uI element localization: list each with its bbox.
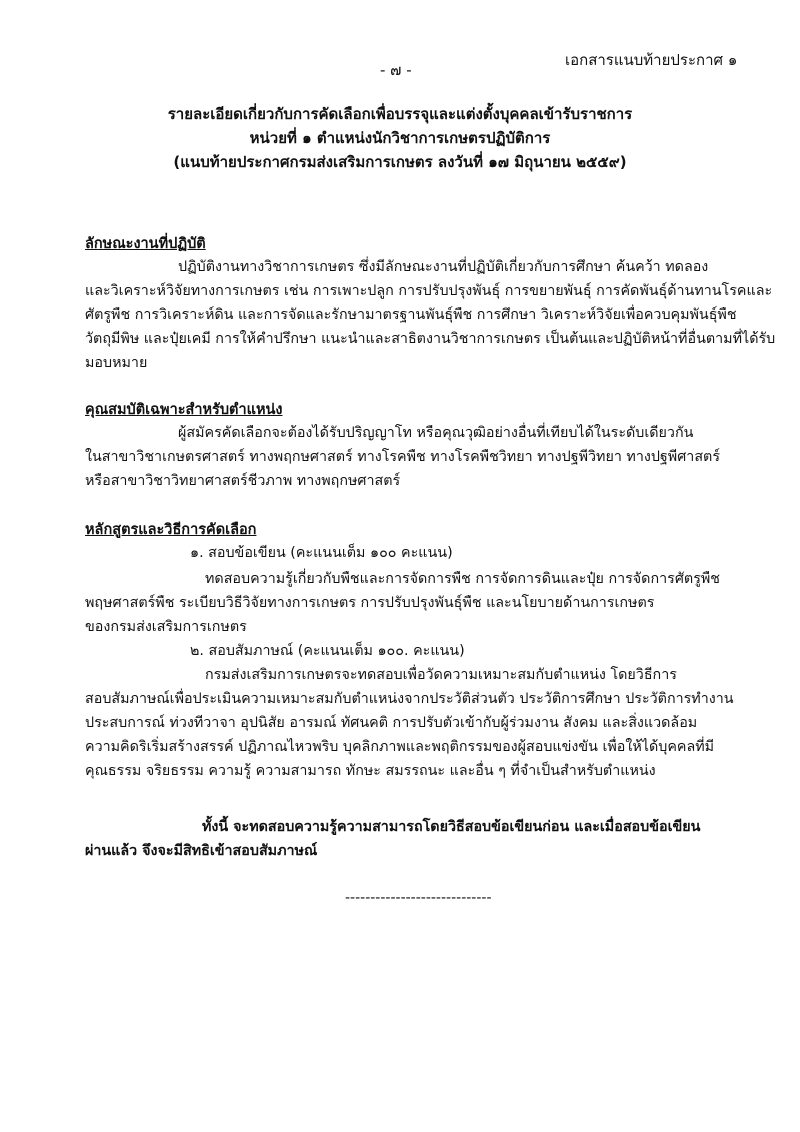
interview-line: กรมส่งเสริมการเกษตรจะทดสอบเพื่อวัดความเหมาะสมกับตำแหน่ง โดยวิธีการ xyxy=(205,667,677,683)
interview-line: ความคิดริเริ่มสร้างสรรค์ ปฏิภาณไหวพริบ บุคลิกภาพและพฤติกรรมของผู้สอบแข่งขัน เพื่อให้ได้บุคคลที่มี xyxy=(85,739,715,755)
qualifications-line: หรือสาขาวิชาวิทยาศาสตร์ชีวภาพ ทางพฤกษศาสตร์ xyxy=(85,473,401,489)
document-reference: เอกสารแนบท้ายประกาศ ๑ xyxy=(565,51,738,69)
duties-line: มอบหมาย xyxy=(85,355,148,371)
qualifications-line: ในสาขาวิชาเกษตรศาสตร์ ทางพฤกษศาสตร์ ทางโรคพืช ทางโรคพืชวิทยา ทางปฐพีวิทยา ทางปฐพีศาสตร์ xyxy=(85,449,721,465)
closing-line: ผ่านแล้ว จึงจะมีสิทธิเข้าสอบสัมภาษณ์ xyxy=(85,843,318,859)
page-number: - ๗ - xyxy=(380,61,412,79)
duties-heading: ลักษณะงานที่ปฏิบัติ xyxy=(85,236,206,252)
duties-line: ปฏิบัติงานทางวิชาการเกษตร ซึ่งมีลักษณะงานที่ปฏิบัติเกี่ยวกับการศึกษา ค้นคว้า ทดลอง xyxy=(178,259,709,275)
interview-line: ประสบการณ์ ท่วงทีวาจา อุปนิสัย อารมณ์ ทัศนคติ การปรับตัวเข้ากับผู้ร่วมงาน สังคม และสิ่งแวดล้อม xyxy=(85,715,698,731)
written-exam-title: ๑. สอบข้อเขียน (คะแนนเต็ม ๑๐๐ คะแนน) xyxy=(190,545,453,561)
duties-line: วัตถุมีพิษ และปุ๋ยเคมี การให้คำปรึกษา แนะนำและสาธิตงานวิชาการเกษตร เป็นต้นและปฏิบัติหน้าที่อื่นตามที่ได้รับ xyxy=(85,331,776,347)
selection-heading: หลักสูตรและวิธีการคัดเลือก xyxy=(85,522,257,538)
duties-line: ศัตรูพืช การวิเคราะห์ดิน และการจัดและรักษามาตรฐานพันธุ์พืช การศึกษา วิเคราะห์วิจัยเพื่อควบคุมพันธุ์พืช xyxy=(85,307,737,323)
title-line-3: (แนบท้ายประกาศกรมส่งเสริมการเกษตร ลงวันที่ ๑๗ มิถุนายน ๒๕๕๙) xyxy=(173,153,627,171)
interview-line: คุณธรรม จริยธรรม ความรู้ ความสามารถ ทักษะ สมรรถนะ และอื่น ๆ ที่จำเป็นสำหรับตำแหน่ง xyxy=(85,763,656,779)
written-exam-line: ของกรมส่งเสริมการเกษตร xyxy=(85,619,247,635)
interview-title: ๒. สอบสัมภาษณ์ (คะแนนเต็ม ๑๐๐. คะแนน) xyxy=(190,643,465,659)
interview-line: สอบสัมภาษณ์เพื่อประเมินความเหมาะสมกับตำแหน่งจากประวัติส่วนตัว ประวัติการศึกษา ประวัติการทำงาน xyxy=(85,691,734,707)
closing-line: ทั้งนี้ จะทดสอบความรู้ความสามารถโดยวิธีสอบข้อเขียนก่อน และเมื่อสอบข้อเขียน xyxy=(202,819,701,835)
title-line-2: หน่วยที่ ๑ ตำแหน่งนักวิชาการเกษตรปฏิบัติการ xyxy=(249,129,551,147)
title-line-1: รายละเอียดเกี่ยวกับการคัดเลือกเพื่อบรรจุและแต่งตั้งบุคคลเข้ารับราชการ xyxy=(167,105,633,123)
duties-line: และวิเคราะห์วิจัยทางการเกษตร เช่น การเพาะปลูก การปรับปรุงพันธุ์ การขยายพันธุ์ การคัดพันธุ์ด้านทานโรคและ xyxy=(85,283,773,299)
qualifications-line: ผู้สมัครคัดเลือกจะต้องได้รับปริญญาโท หรือคุณวุฒิอย่างอื่นที่เทียบได้ในระดับเดียวกัน xyxy=(178,425,694,441)
qualifications-heading: คุณสมบัติเฉพาะสำหรับตำแหน่ง xyxy=(85,402,283,418)
end-separator: ----------------------------- xyxy=(345,890,492,906)
written-exam-line: พฤษศาสตร์พืช ระเบียบวิธีวิจัยทางการเกษตร การปรับปรุงพันธุ์พืช และนโยบายด้านการเกษตร xyxy=(85,595,655,611)
written-exam-line: ทดสอบความรู้เกี่ยวกับพืชและการจัดการพืช การจัดการดินและปุ๋ย การจัดการศัตรูพืช xyxy=(205,571,720,587)
